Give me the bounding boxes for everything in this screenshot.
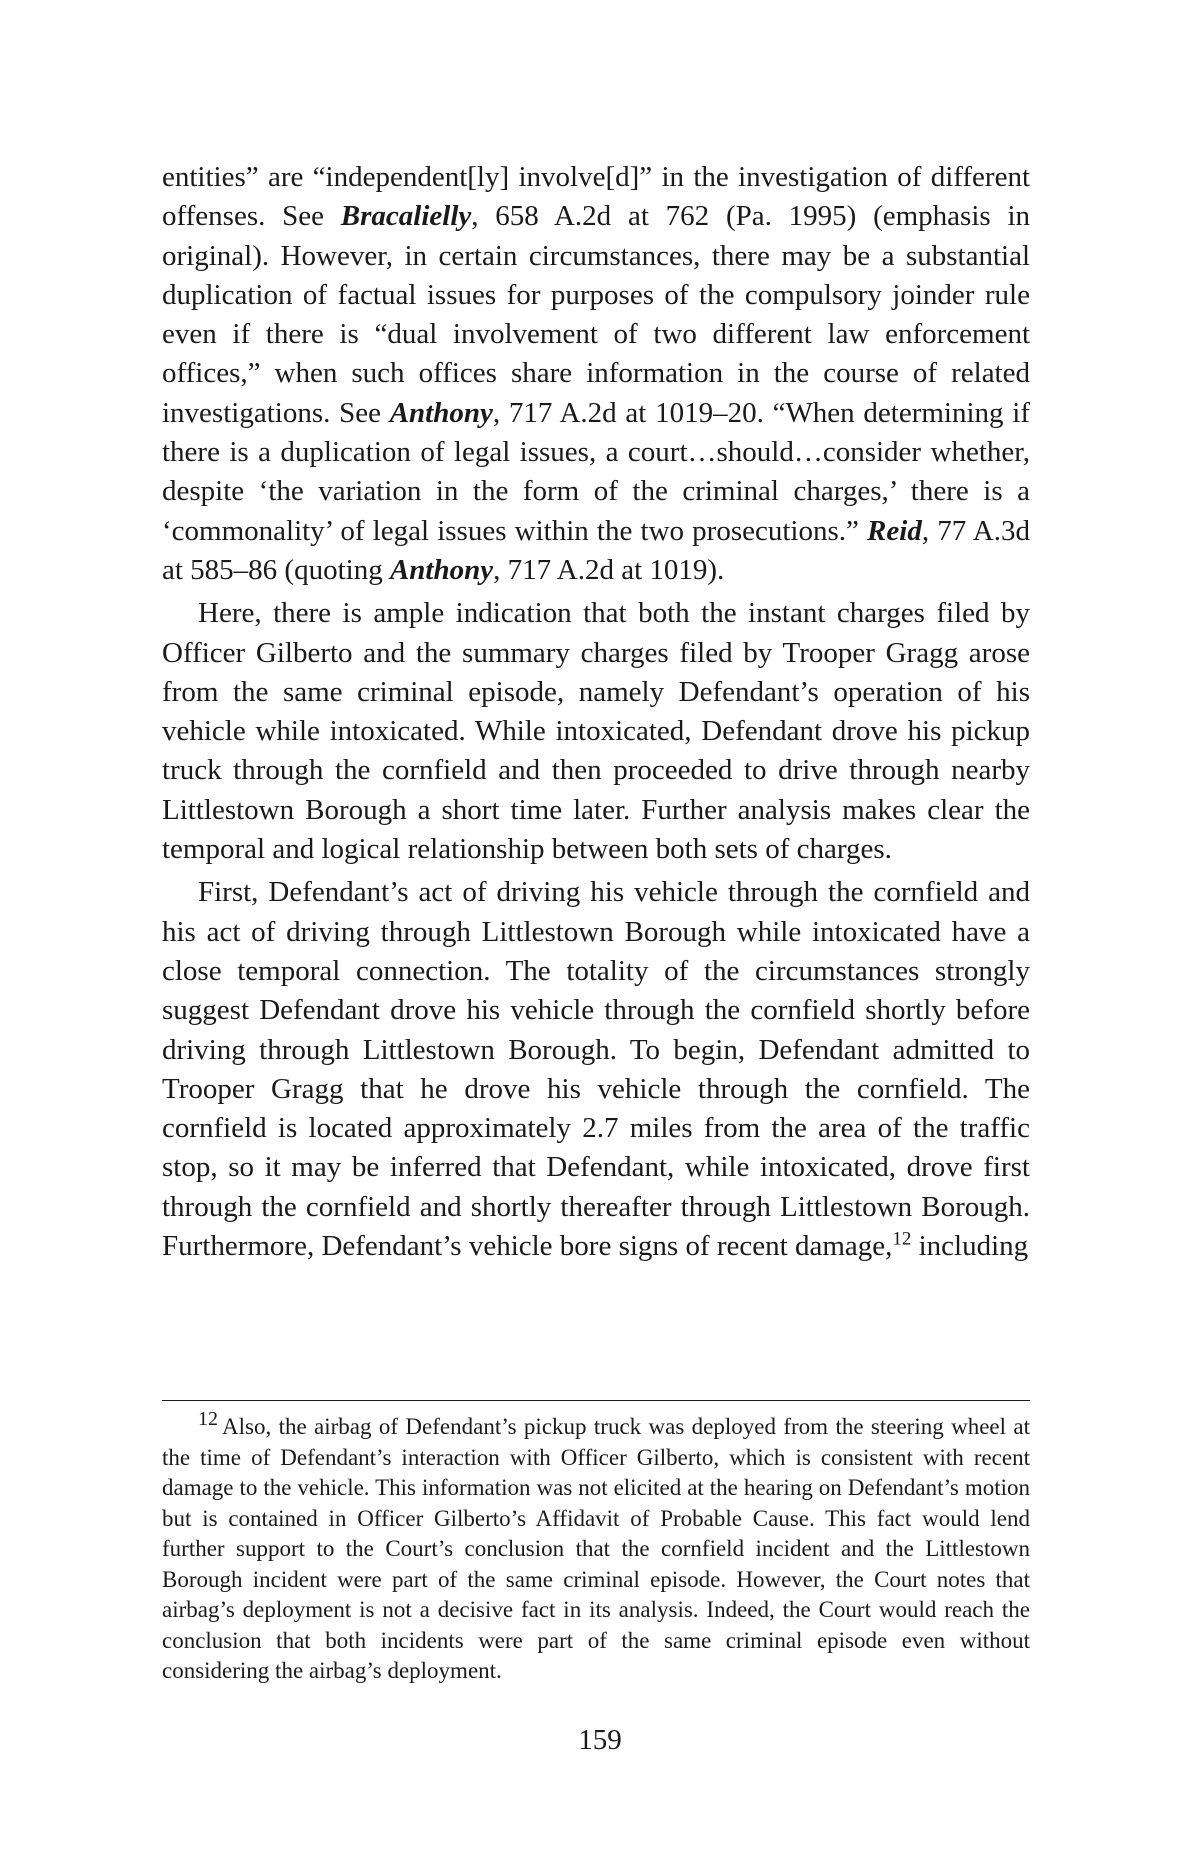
text-run: , 717 A.2d at 1019). [493, 553, 725, 586]
footnote-text: Also, the airbag of Defendant’s pickup truck was deployed from the steering wheel at the time of Defendant’s interaction with Officer Gilberto, which is consistent with recent damage to the vehicle. This information was not elicited at the hearing on Defendant’s motion but is contained in Officer Gilberto’s Affidavit of Probable Cause. This fact would lend further support to the Court’s conclusion that the cornfield incident and the Littlestown Borough incident were part of the same criminal episode. However, the Court notes that airbag’s deployment is not a decisive fact in its analysis. Indeed, the Court would reach the conclusion that both incidents were part of the same criminal episode even without considering the airbag’s deployment. [162, 1414, 1030, 1683]
text-run: including [911, 1230, 1029, 1263]
case-name-anthony: Anthony [389, 396, 493, 429]
text-run: , 658 A.2d at 762 (Pa. 1995) (emphasis in original). However, in certain circumstances, there may be a substantial duplication of factual issues for purposes of the compulsory joinder rule even if there is “dual involvement of two different law enforcement offices,” when such offices share information in the course of related investigations. See [162, 200, 1030, 429]
case-name-bracalielly: Bracalielly [340, 200, 472, 233]
footnote-number: 12 [198, 1408, 218, 1431]
text-run: First, Defendant’s act of driving his vehicle through the cornfield and his act of driving through Littlestown Borough while intoxicated have a close temporal connection. The totality of the circumstances strongly suggest Defendant drove his vehicle through the cornfield shortly before driving through Littlestown Borough. To begin, Defendant admitted to Trooper Gragg that he drove his vehicle through the cornfield. The cornfield is located approximately 2.7 miles from the area of the traffic stop, so it may be inferred that Defendant, while intoxicated, drove first through the cornfield and shortly thereafter through Littlestown Borough. Furthermore, Defendant’s vehicle bore signs of recent damage, [162, 876, 1030, 1263]
text-run: , 77 A.3d at 585–86 (quoting [162, 514, 1030, 586]
case-name-anthony: Anthony [389, 553, 494, 586]
text-run: , 717 A.2d at 1019–20. “When determining if there is a duplication of legal issues, a court…should…consider whether, despite ‘the variation in the form of the criminal charges,’ there is a ‘commonality’ of legal issues within the two prosecutions.” [162, 396, 1030, 547]
paragraph-1 [162, 158, 1030, 590]
case-name-reid: Reid [867, 514, 922, 547]
paragraph-2 [162, 594, 1030, 869]
document-body [162, 158, 1030, 1266]
footnote-reference[interactable]: 12 [892, 1228, 912, 1250]
text-run: Here, there is ample indication that both the instant charges filed by Officer Gilberto and the summary charges filed by Trooper Gragg arose from the same criminal episode, namely Defendant’s operation of his vehicle while intoxicated. While intoxicated, Defendant drove his pickup truck through the cornfield and then proceeded to drive through nearby Littlestown Borough a short time later. Further analysis makes clear the temporal and logical relationship between both sets of charges. [162, 597, 1030, 866]
page-number: 159 [578, 1724, 622, 1756]
footnote-divider [162, 1400, 1030, 1401]
text-run: entities” are “independent[ly] involve[d]” in the investigation of different offenses. See [162, 161, 1030, 233]
footnote [162, 1408, 1030, 1687]
paragraph-3 [162, 873, 1030, 1266]
